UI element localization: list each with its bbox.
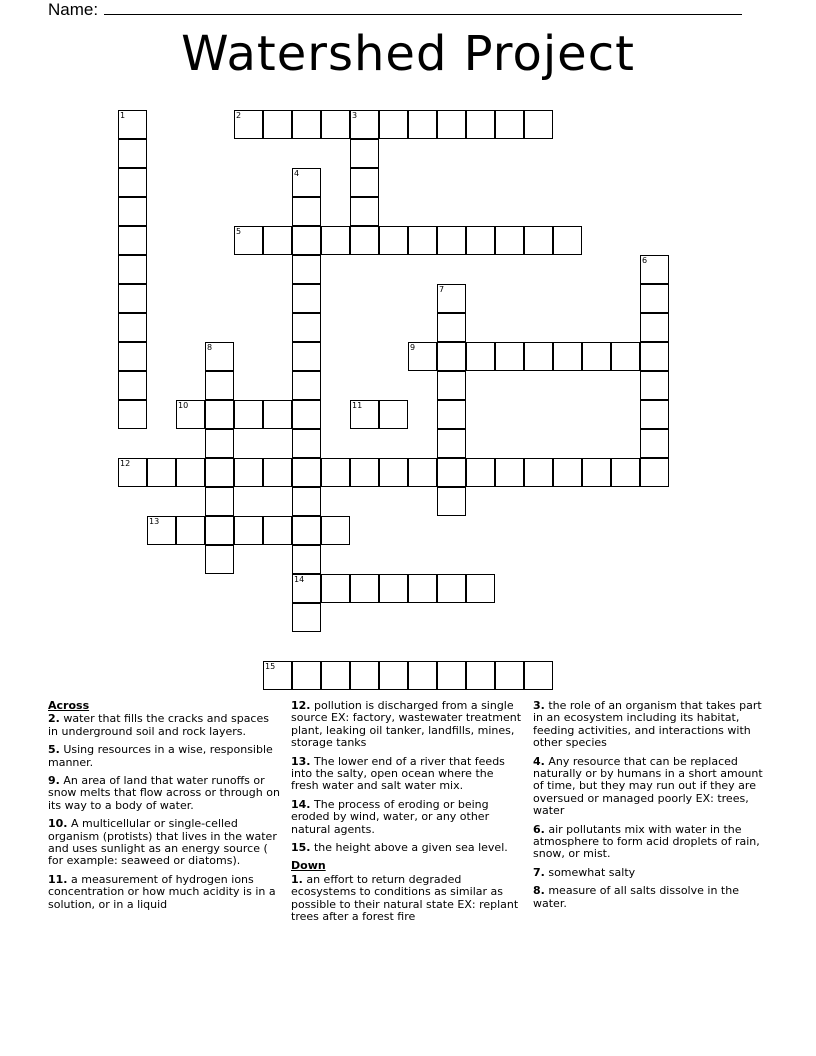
clue-number: 2. xyxy=(48,712,60,726)
clue-number: 12 xyxy=(120,459,131,468)
grid-cell[interactable] xyxy=(582,458,611,487)
grid-cell[interactable] xyxy=(321,226,350,255)
grid-cell[interactable] xyxy=(147,516,176,545)
across-heading: Across xyxy=(48,699,90,712)
clue-number: 7 xyxy=(439,285,445,294)
grid-cell[interactable] xyxy=(408,574,437,603)
clue-text: The lower end of a river that feeds into the salty, open ocean where the fresh water and salt water mix. xyxy=(291,754,505,793)
clue-text: Using resources in a wise, responsible manner. xyxy=(48,743,273,769)
grid-cell[interactable] xyxy=(437,226,466,255)
grid-cell[interactable] xyxy=(379,110,408,139)
grid-cell[interactable] xyxy=(350,226,379,255)
clue-number: 12. xyxy=(291,699,311,712)
grid-cell[interactable] xyxy=(553,458,582,487)
grid-cell[interactable] xyxy=(640,255,669,284)
grid-cell[interactable] xyxy=(234,516,263,545)
grid-cell[interactable] xyxy=(611,342,640,371)
clue-number: 14. xyxy=(291,797,311,811)
clue-number: 2 xyxy=(236,111,242,120)
grid-cell[interactable] xyxy=(408,342,437,371)
clue-number: 10. xyxy=(48,817,68,831)
clue-number: 3 xyxy=(352,111,358,120)
grid-cell[interactable] xyxy=(524,226,553,255)
grid-cell[interactable] xyxy=(176,400,205,429)
grid-cell[interactable] xyxy=(640,429,669,458)
grid-cell[interactable] xyxy=(350,574,379,603)
grid-cell[interactable] xyxy=(205,458,234,487)
grid-cell[interactable] xyxy=(408,226,437,255)
grid-cell[interactable] xyxy=(118,168,147,197)
grid-cell[interactable] xyxy=(292,371,321,400)
grid-cell[interactable] xyxy=(292,400,321,429)
grid-cell[interactable] xyxy=(437,371,466,400)
down-heading: Down xyxy=(291,859,326,873)
grid-cell[interactable] xyxy=(118,139,147,168)
grid-cell[interactable] xyxy=(205,429,234,458)
clue-number: 15 xyxy=(265,662,276,671)
clue-text: the role of an organism that takes part in an ecosystem including its habitat, feeding activities, and interactions with other species xyxy=(533,699,762,750)
grid-cell[interactable] xyxy=(118,458,147,487)
grid-cell[interactable] xyxy=(466,661,495,690)
clues-column-3 xyxy=(533,700,769,916)
grid-cell[interactable] xyxy=(292,545,321,574)
grid-cell[interactable] xyxy=(205,516,234,545)
clue-number: 4 xyxy=(294,169,300,178)
across-clue xyxy=(48,818,280,868)
grid-cell[interactable] xyxy=(350,168,379,197)
grid-cell[interactable] xyxy=(408,661,437,690)
clue-text: The process of eroding or being eroded by wind, water, or any other natural agents. xyxy=(291,797,490,836)
clue-text: An area of land that water runoffs or snow melts that flow across or through on its way to a body of water. xyxy=(48,774,280,812)
grid-cell[interactable] xyxy=(292,458,321,487)
clue-text: a measurement of hydrogen ions concentration or how much acidity is in a solution, or in a liquid xyxy=(48,872,276,911)
grid-cell[interactable] xyxy=(437,342,466,371)
grid-cell[interactable] xyxy=(495,226,524,255)
clue-number: 13. xyxy=(291,754,311,768)
grid-cell[interactable] xyxy=(234,110,263,139)
grid-cell[interactable] xyxy=(640,342,669,371)
clue-number: 8 xyxy=(207,343,213,352)
grid-cell[interactable] xyxy=(379,226,408,255)
grid-cell[interactable] xyxy=(379,458,408,487)
clue-text: the height above a given sea level. xyxy=(310,841,508,855)
grid-cell[interactable] xyxy=(379,574,408,603)
grid-cell[interactable] xyxy=(263,516,292,545)
clue-text: somewhat salty xyxy=(544,865,636,879)
clue-number: 4. xyxy=(533,754,545,768)
clue-number: 11 xyxy=(352,401,363,410)
grid-cell[interactable] xyxy=(292,284,321,313)
clues-column-2 xyxy=(291,700,521,930)
grid-cell[interactable] xyxy=(292,168,321,197)
grid-cell[interactable] xyxy=(292,313,321,342)
clue-number: 6. xyxy=(533,822,545,836)
grid-cell[interactable] xyxy=(292,603,321,632)
grid-cell[interactable] xyxy=(495,342,524,371)
grid-cell[interactable] xyxy=(118,197,147,226)
clue-text: pollution is discharged from a single source EX: factory, wastewater treatment plant, leaking oil tanker, landfills, mines, storage tanks xyxy=(291,699,522,750)
grid-cell[interactable] xyxy=(640,313,669,342)
grid-cell[interactable] xyxy=(640,371,669,400)
across-clue xyxy=(48,775,280,812)
across-clue xyxy=(291,842,521,854)
grid-cell[interactable] xyxy=(350,197,379,226)
down-clue xyxy=(533,824,769,861)
grid-cell[interactable] xyxy=(118,110,147,139)
grid-cell[interactable] xyxy=(205,371,234,400)
grid-cell[interactable] xyxy=(437,110,466,139)
puzzle-title: Watershed Project xyxy=(181,26,635,82)
clue-text: Any resource that can be replaced naturally or by humans in a short amount of time, but they may run out if they are oversued or managed poorly EX: trees, water xyxy=(533,754,763,818)
grid-cell[interactable] xyxy=(321,110,350,139)
clue-number: 15. xyxy=(291,841,311,855)
grid-cell[interactable] xyxy=(350,139,379,168)
name-label: Name: xyxy=(48,0,99,19)
across-clue xyxy=(48,713,280,738)
clue-text: an effort to return degraded ecosystems to conditions as similar as possible to their natural state EX: replant trees after a forest fire xyxy=(291,872,519,924)
clue-number: 13 xyxy=(149,517,160,526)
grid-cell[interactable] xyxy=(640,458,669,487)
clue-number: 11. xyxy=(48,872,68,886)
clue-number: 10 xyxy=(178,401,189,410)
grid-cell[interactable] xyxy=(611,458,640,487)
grid-cell[interactable] xyxy=(640,284,669,313)
grid-cell[interactable] xyxy=(292,197,321,226)
grid-cell[interactable] xyxy=(292,487,321,516)
grid-cell[interactable] xyxy=(437,284,466,313)
grid-cell[interactable] xyxy=(292,342,321,371)
grid-cell[interactable] xyxy=(292,110,321,139)
grid-cell[interactable] xyxy=(292,255,321,284)
grid-cell[interactable] xyxy=(147,458,176,487)
grid-cell[interactable] xyxy=(205,545,234,574)
clue-number: 14 xyxy=(294,575,305,584)
grid-cell[interactable] xyxy=(553,226,582,255)
clue-number: 8. xyxy=(533,884,545,898)
clue-number: 6 xyxy=(642,256,648,265)
clue-text: air pollutants mix with water in the atmosphere to form acid droplets of rain, snow, or mist. xyxy=(533,822,760,861)
grid-cell[interactable] xyxy=(118,400,147,429)
grid-cell[interactable] xyxy=(408,110,437,139)
down-clue xyxy=(533,700,769,750)
clue-number: 1 xyxy=(120,111,126,120)
grid-cell[interactable] xyxy=(553,342,582,371)
grid-cell[interactable] xyxy=(118,342,147,371)
grid-cell[interactable] xyxy=(263,458,292,487)
grid-cell[interactable] xyxy=(321,458,350,487)
grid-cell[interactable] xyxy=(524,661,553,690)
down-clue xyxy=(533,756,769,818)
clue-number: 5. xyxy=(48,743,60,757)
clues-column-1 xyxy=(48,700,280,917)
grid-cell[interactable] xyxy=(205,400,234,429)
grid-cell[interactable] xyxy=(350,400,379,429)
grid-cell[interactable] xyxy=(321,574,350,603)
grid-cell[interactable] xyxy=(350,110,379,139)
clue-text: measure of all salts dissolve in the water. xyxy=(533,884,739,910)
grid-cell[interactable] xyxy=(408,458,437,487)
grid-cell[interactable] xyxy=(205,487,234,516)
grid-cell[interactable] xyxy=(466,226,495,255)
clue-number: 7. xyxy=(533,865,545,879)
grid-cell[interactable] xyxy=(118,371,147,400)
clue-number: 9 xyxy=(410,343,416,352)
grid-cell[interactable] xyxy=(524,342,553,371)
grid-cell[interactable] xyxy=(437,574,466,603)
grid-cell[interactable] xyxy=(437,400,466,429)
across-clue xyxy=(291,700,521,750)
grid-cell[interactable] xyxy=(495,110,524,139)
across-clue xyxy=(48,874,280,911)
grid-cell[interactable] xyxy=(379,400,408,429)
grid-cell[interactable] xyxy=(234,400,263,429)
grid-cell[interactable] xyxy=(437,487,466,516)
grid-cell[interactable] xyxy=(176,458,205,487)
clue-number: 3. xyxy=(533,699,545,712)
grid-cell[interactable] xyxy=(118,226,147,255)
grid-cell[interactable] xyxy=(205,342,234,371)
grid-cell[interactable] xyxy=(350,458,379,487)
grid-cell[interactable] xyxy=(524,110,553,139)
clue-number: 1. xyxy=(291,872,303,886)
clue-text: A multicellular or single-celled organism (protists) that lives in the water and uses sunlight as an energy source ( for example: seaweed or diatoms). xyxy=(48,817,277,868)
grid-cell[interactable] xyxy=(379,661,408,690)
grid-cell[interactable] xyxy=(263,661,292,690)
grid-cell[interactable] xyxy=(292,516,321,545)
across-clue xyxy=(291,756,521,793)
grid-cell[interactable] xyxy=(321,661,350,690)
grid-cell[interactable] xyxy=(466,574,495,603)
grid-cell[interactable] xyxy=(437,313,466,342)
clue-number: 5 xyxy=(236,227,242,236)
grid-cell[interactable] xyxy=(495,458,524,487)
grid-cell[interactable] xyxy=(263,400,292,429)
grid-cell[interactable] xyxy=(263,226,292,255)
down-clue xyxy=(533,867,769,879)
down-clue xyxy=(291,874,521,924)
grid-cell[interactable] xyxy=(292,574,321,603)
clue-text: water that fills the cracks and spaces in underground soil and rock layers. xyxy=(48,712,269,738)
clue-number: 9. xyxy=(48,774,60,788)
grid-cell[interactable] xyxy=(321,516,350,545)
across-clue xyxy=(48,744,280,769)
grid-cell[interactable] xyxy=(234,226,263,255)
grid-cell[interactable] xyxy=(466,342,495,371)
grid-cell[interactable] xyxy=(640,400,669,429)
grid-cell[interactable] xyxy=(495,661,524,690)
grid-cell[interactable] xyxy=(437,429,466,458)
grid-cell[interactable] xyxy=(292,661,321,690)
grid-cell[interactable] xyxy=(437,458,466,487)
grid-cell[interactable] xyxy=(118,284,147,313)
down-clue xyxy=(533,885,769,910)
grid-cell[interactable] xyxy=(466,458,495,487)
grid-cell[interactable] xyxy=(582,342,611,371)
grid-cell[interactable] xyxy=(524,458,553,487)
grid-cell[interactable] xyxy=(466,110,495,139)
across-clue xyxy=(291,799,521,836)
grid-cell[interactable] xyxy=(292,226,321,255)
grid-cell[interactable] xyxy=(350,661,379,690)
grid-cell[interactable] xyxy=(118,313,147,342)
grid-cell[interactable] xyxy=(437,661,466,690)
grid-cell[interactable] xyxy=(292,429,321,458)
grid-cell[interactable] xyxy=(234,458,263,487)
grid-cell[interactable] xyxy=(118,255,147,284)
grid-cell[interactable] xyxy=(263,110,292,139)
grid-cell[interactable] xyxy=(176,516,205,545)
